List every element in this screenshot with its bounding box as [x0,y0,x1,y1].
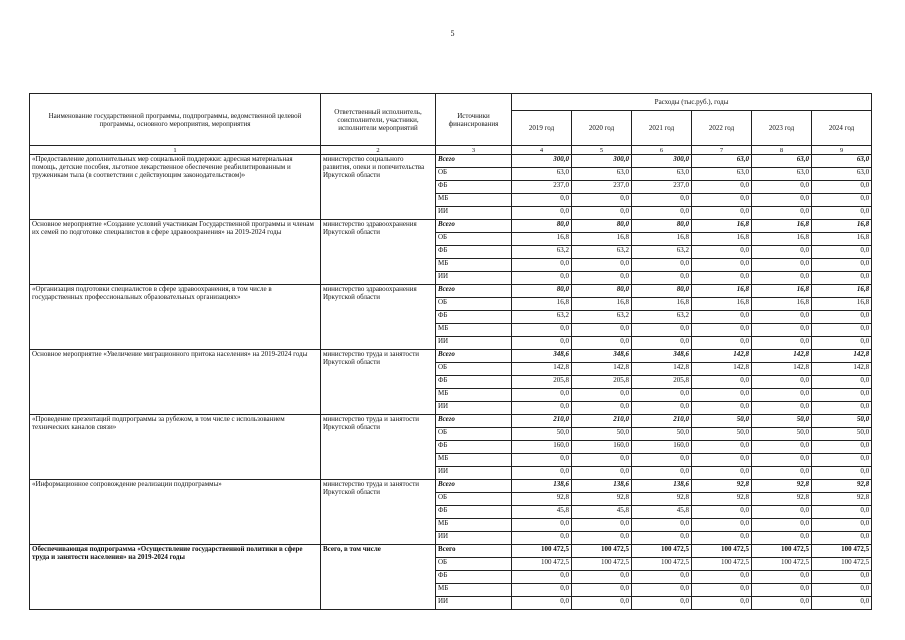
expense-value: 0,0 [812,311,872,324]
expense-value: 0,0 [512,532,572,545]
expense-value: 80,0 [512,220,572,233]
expense-value: 0,0 [692,376,752,389]
column-number: 8 [752,146,812,155]
expense-value: 16,8 [692,298,752,311]
funding-source: ОБ [436,168,512,181]
funding-source: ФБ [436,506,512,519]
funding-source: Всего [436,285,512,298]
expense-value: 100 472,5 [512,558,572,571]
expense-value: 0,0 [572,597,632,610]
expense-value: 0,0 [632,389,692,402]
expense-value: 0,0 [632,324,692,337]
expense-value: 100 472,5 [752,545,812,558]
expense-value: 0,0 [812,194,872,207]
expense-value: 0,0 [752,571,812,584]
expense-value: 0,0 [812,532,872,545]
activity-name: Обеспечивающая подпрограмма «Осуществление государственной политики в сфере труда и занятости населения» на 2019-2024 годы [30,545,321,610]
expense-value: 142,8 [632,363,692,376]
expense-value: 0,0 [692,311,752,324]
expense-value: 63,0 [632,168,692,181]
header-year: 2024 год [812,111,872,146]
expense-value: 0,0 [572,389,632,402]
expense-value: 0,0 [812,246,872,259]
expense-value: 0,0 [812,597,872,610]
expense-value: 138,6 [512,480,572,493]
expense-value: 0,0 [632,519,692,532]
expense-value: 0,0 [692,194,752,207]
expense-value: 16,8 [692,285,752,298]
expense-value: 138,6 [632,480,692,493]
responsible-executor: министерство социального развития, опеки и попечительства Иркутской области [321,155,436,220]
expense-value: 0,0 [572,207,632,220]
expense-value: 0,0 [692,597,752,610]
expense-value: 0,0 [812,454,872,467]
expense-value: 0,0 [512,467,572,480]
expense-value: 0,0 [752,402,812,415]
expense-value: 0,0 [572,259,632,272]
expense-value: 0,0 [752,376,812,389]
expense-value: 100 472,5 [632,558,692,571]
funding-source: ОБ [436,233,512,246]
funding-source: ФБ [436,311,512,324]
expense-value: 63,2 [512,311,572,324]
expense-value: 0,0 [692,584,752,597]
expense-value: 45,8 [632,506,692,519]
expense-value: 100 472,5 [572,545,632,558]
activity-name: «Предоставление дополнительных мер социальной поддержки: адресная материальная помощь, детские пособия, льготное лекарственное обеспечение реабилитированным и труженикам тыла (в соответствии с действующим законодательством)» [30,155,321,220]
funding-source: ФБ [436,571,512,584]
column-number: 9 [812,146,872,155]
column-number: 1 [30,146,321,155]
expense-value: 0,0 [632,467,692,480]
expense-value: 0,0 [812,272,872,285]
expense-value: 0,0 [752,389,812,402]
expense-value: 63,0 [692,168,752,181]
funding-source: ИИ [436,337,512,350]
expense-value: 0,0 [692,571,752,584]
expense-value: 80,0 [572,285,632,298]
expense-value: 63,2 [632,311,692,324]
expense-value: 50,0 [812,428,872,441]
responsible-executor: министерство здравоохранения Иркутской области [321,220,436,285]
header-year: 2022 год [692,111,752,146]
expense-value: 0,0 [812,571,872,584]
expense-value: 348,6 [572,350,632,363]
budget-table [29,93,872,610]
expense-value: 0,0 [752,246,812,259]
expense-value: 0,0 [812,506,872,519]
expense-value: 92,8 [752,493,812,506]
expense-value: 0,0 [632,454,692,467]
expense-value: 205,8 [572,376,632,389]
expense-value: 0,0 [512,454,572,467]
expense-value: 0,0 [572,324,632,337]
funding-source: МБ [436,194,512,207]
expense-value: 205,8 [512,376,572,389]
funding-source: Всего [436,350,512,363]
expense-value: 160,0 [572,441,632,454]
expense-value: 16,8 [812,233,872,246]
expense-value: 0,0 [812,324,872,337]
expense-value: 16,8 [812,285,872,298]
table-row [30,480,872,493]
expense-value: 0,0 [812,389,872,402]
funding-source: Всего [436,155,512,168]
expense-value: 237,0 [572,181,632,194]
expense-value: 0,0 [692,532,752,545]
funding-source: ОБ [436,363,512,376]
expense-value: 0,0 [752,324,812,337]
expense-value: 0,0 [632,584,692,597]
expense-value: 63,2 [632,246,692,259]
expense-value: 0,0 [812,337,872,350]
expense-value: 100 472,5 [752,558,812,571]
expense-value: 0,0 [752,519,812,532]
funding-source: ОБ [436,428,512,441]
expense-value: 0,0 [512,337,572,350]
expense-value: 16,8 [632,298,692,311]
expense-value: 0,0 [752,584,812,597]
expense-value: 0,0 [692,519,752,532]
expense-value: 63,0 [812,168,872,181]
expense-value: 0,0 [752,272,812,285]
expense-value: 142,8 [512,363,572,376]
activity-name: «Проведение презентаций подпрограммы за рубежом, в том числе с использованием технических каналов связи» [30,415,321,480]
expense-value: 100 472,5 [812,545,872,558]
expense-value: 63,0 [812,155,872,168]
expense-value: 0,0 [692,467,752,480]
expense-value: 16,8 [512,233,572,246]
header-name: Наименование государственной программы, подпрограммы, ведомственной целевой программы, основного мероприятия, мероприятия [30,94,321,146]
expense-value: 0,0 [752,506,812,519]
expense-value: 0,0 [692,181,752,194]
expense-value: 210,0 [632,415,692,428]
expense-value: 16,8 [692,220,752,233]
expense-value: 92,8 [692,493,752,506]
expense-value: 0,0 [572,467,632,480]
expense-value: 0,0 [752,311,812,324]
expense-value: 0,0 [632,272,692,285]
page-number: 5 [450,29,455,38]
expense-value: 16,8 [572,233,632,246]
responsible-executor: министерство здравоохранения Иркутской области [321,285,436,350]
expense-value: 0,0 [812,584,872,597]
expense-value: 100 472,5 [632,545,692,558]
funding-source: МБ [436,454,512,467]
expense-value: 80,0 [512,285,572,298]
expense-value: 0,0 [692,272,752,285]
table-row [30,285,872,298]
expense-value: 0,0 [572,532,632,545]
expense-value: 92,8 [512,493,572,506]
expense-value: 16,8 [632,233,692,246]
expense-value: 0,0 [812,259,872,272]
expense-value: 0,0 [572,584,632,597]
header-expenses: Расходы (тыс.руб.), годы [512,94,872,111]
expense-value: 0,0 [572,337,632,350]
funding-source: ОБ [436,558,512,571]
expense-value: 80,0 [572,220,632,233]
funding-source: ИИ [436,597,512,610]
expense-value: 0,0 [512,389,572,402]
expense-value: 63,0 [572,168,632,181]
expense-value: 0,0 [752,597,812,610]
expense-value: 0,0 [812,207,872,220]
table-row [30,220,872,233]
expense-value: 16,8 [752,220,812,233]
expense-value: 0,0 [692,324,752,337]
expense-value: 160,0 [512,441,572,454]
expense-value: 210,0 [512,415,572,428]
expense-value: 0,0 [812,376,872,389]
expense-value: 0,0 [512,597,572,610]
expense-value: 0,0 [752,207,812,220]
expense-value: 0,0 [812,181,872,194]
expense-value: 63,2 [572,311,632,324]
expense-value: 0,0 [572,571,632,584]
expense-value: 0,0 [632,207,692,220]
expense-value: 92,8 [812,480,872,493]
funding-source: ИИ [436,532,512,545]
funding-source: Всего [436,220,512,233]
expense-value: 0,0 [812,467,872,480]
table-row [30,545,872,558]
expense-value: 45,8 [572,506,632,519]
column-number: 5 [572,146,632,155]
expense-value: 63,0 [752,168,812,181]
expense-value: 160,0 [632,441,692,454]
expense-value: 0,0 [692,337,752,350]
expense-value: 0,0 [812,519,872,532]
column-number: 4 [512,146,572,155]
funding-source: ИИ [436,272,512,285]
expense-value: 237,0 [512,181,572,194]
funding-source: ИИ [436,402,512,415]
expense-value: 100 472,5 [572,558,632,571]
expense-value: 0,0 [812,402,872,415]
expense-value: 16,8 [812,220,872,233]
expense-value: 0,0 [692,389,752,402]
expense-value: 50,0 [752,415,812,428]
expense-value: 142,8 [812,350,872,363]
funding-source: МБ [436,584,512,597]
expense-value: 210,0 [572,415,632,428]
expense-value: 300,0 [512,155,572,168]
expense-value: 50,0 [692,415,752,428]
funding-source: ИИ [436,207,512,220]
expense-value: 0,0 [752,181,812,194]
expense-value: 237,0 [632,181,692,194]
expense-value: 0,0 [572,272,632,285]
expense-value: 0,0 [512,584,572,597]
column-number: 6 [632,146,692,155]
funding-source: Всего [436,415,512,428]
expense-value: 142,8 [752,363,812,376]
expense-value: 0,0 [632,571,692,584]
expense-value: 92,8 [752,480,812,493]
expense-value: 50,0 [572,428,632,441]
expense-value: 348,6 [512,350,572,363]
expense-value: 100 472,5 [692,545,752,558]
activity-name: «Организация подготовки специалистов в сфере здравоохранения, в том числе в государственных профессиональных образовательных организациях» [30,285,321,350]
expense-value: 50,0 [812,415,872,428]
expense-value: 16,8 [752,285,812,298]
funding-source: ОБ [436,298,512,311]
expense-value: 0,0 [692,506,752,519]
expense-value: 0,0 [692,402,752,415]
expense-value: 142,8 [752,350,812,363]
expense-value: 142,8 [812,363,872,376]
funding-source: МБ [436,389,512,402]
expense-value: 63,2 [512,246,572,259]
expense-value: 0,0 [512,194,572,207]
expense-value: 92,8 [812,493,872,506]
expense-value: 63,0 [692,155,752,168]
activity-name: «Информационное сопровождение реализации подпрограммы» [30,480,321,545]
expense-value: 0,0 [632,597,692,610]
expense-value: 0,0 [572,194,632,207]
expense-value: 0,0 [572,454,632,467]
expense-value: 142,8 [692,350,752,363]
expense-value: 50,0 [692,428,752,441]
expense-value: 45,8 [512,506,572,519]
expense-value: 0,0 [692,246,752,259]
column-number: 2 [321,146,436,155]
table-row [30,350,872,363]
header-year: 2020 год [572,111,632,146]
expense-value: 142,8 [692,363,752,376]
expense-value: 0,0 [572,402,632,415]
funding-source: МБ [436,324,512,337]
expense-value: 0,0 [812,441,872,454]
responsible-executor: министерство труда и занятости Иркутской области [321,480,436,545]
expense-value: 63,0 [512,168,572,181]
funding-source: ФБ [436,181,512,194]
expense-value: 0,0 [512,571,572,584]
expense-value: 0,0 [632,194,692,207]
header-year: 2023 год [752,111,812,146]
funding-source: ФБ [436,376,512,389]
expense-value: 0,0 [632,402,692,415]
expense-value: 16,8 [752,233,812,246]
expense-value: 16,8 [572,298,632,311]
expense-value: 0,0 [752,454,812,467]
header-year: 2021 год [632,111,692,146]
activity-name: Основное мероприятие «Создание условий участникам Государственной программы и членам их семей по подготовке специалистов в сфере здравоохранения» на 2019-2024 годы [30,220,321,285]
funding-source: Всего [436,480,512,493]
expense-value: 0,0 [512,402,572,415]
expense-value: 0,0 [512,207,572,220]
responsible-executor: Всего, в том числе [321,545,436,610]
expense-value: 63,0 [752,155,812,168]
expense-value: 100 472,5 [692,558,752,571]
expense-value: 0,0 [632,337,692,350]
expense-value: 0,0 [752,259,812,272]
expense-value: 0,0 [512,259,572,272]
expense-value: 0,0 [572,519,632,532]
column-number: 3 [436,146,512,155]
header-year: 2019 год [512,111,572,146]
expense-value: 0,0 [752,532,812,545]
expense-value: 50,0 [632,428,692,441]
expense-value: 92,8 [632,493,692,506]
expense-value: 100 472,5 [812,558,872,571]
expense-value: 16,8 [812,298,872,311]
expense-value: 0,0 [752,194,812,207]
expense-value: 300,0 [572,155,632,168]
expense-value: 80,0 [632,220,692,233]
expense-value: 0,0 [512,519,572,532]
expense-value: 205,8 [632,376,692,389]
expense-value: 0,0 [632,259,692,272]
header-sources: Источники финансирования [436,94,512,146]
expense-value: 16,8 [512,298,572,311]
responsible-executor: министерство труда и занятости Иркутской области [321,350,436,415]
expense-value: 0,0 [692,259,752,272]
expense-value: 16,8 [752,298,812,311]
expense-value: 138,6 [572,480,632,493]
expense-value: 348,6 [632,350,692,363]
expense-value: 16,8 [692,233,752,246]
expense-value: 100 472,5 [512,545,572,558]
expense-value: 0,0 [512,272,572,285]
expense-value: 0,0 [512,324,572,337]
expense-value: 50,0 [752,428,812,441]
funding-source: Всего [436,545,512,558]
expense-value: 50,0 [512,428,572,441]
expense-value: 0,0 [752,337,812,350]
expense-value: 92,8 [692,480,752,493]
funding-source: ФБ [436,246,512,259]
expense-value: 0,0 [752,441,812,454]
funding-source: ОБ [436,493,512,506]
expense-value: 0,0 [752,467,812,480]
expense-value: 142,8 [572,363,632,376]
table-row [30,415,872,428]
activity-name: Основное мероприятие «Увеличение миграционного притока населения» на 2019-2024 годы [30,350,321,415]
responsible-executor: министерство труда и занятости Иркутской области [321,415,436,480]
expense-value: 0,0 [632,532,692,545]
expense-value: 63,2 [572,246,632,259]
funding-source: ФБ [436,441,512,454]
column-number: 7 [692,146,752,155]
expense-value: 0,0 [692,454,752,467]
expense-value: 92,8 [572,493,632,506]
expense-value: 0,0 [692,441,752,454]
header-responsible: Ответственный исполнитель, соисполнители, участники, исполнители мероприятий [321,94,436,146]
funding-source: ИИ [436,467,512,480]
expense-value: 80,0 [632,285,692,298]
table-row [30,155,872,168]
expense-value: 0,0 [692,207,752,220]
expense-value: 300,0 [632,155,692,168]
funding-source: МБ [436,259,512,272]
funding-source: МБ [436,519,512,532]
